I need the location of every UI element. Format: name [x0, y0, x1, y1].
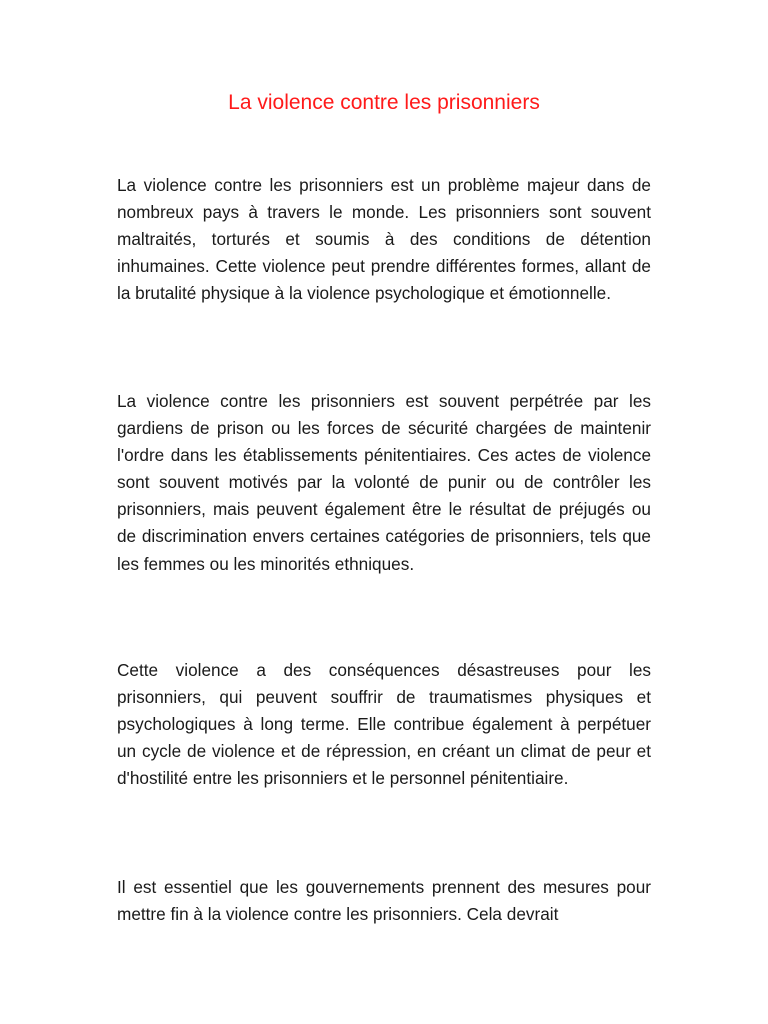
- paragraph-1: [117, 172, 651, 307]
- paragraph-text: Il est essentiel que les gouvernements prennent des mesures pour mettre fin à la violence contre les prisonniers. Cela devrait: [117, 877, 651, 925]
- paragraph-text: Cette violence a des conséquences désastreuses pour les prisonniers, qui peuvent souffrir de traumatismes physiques et psychologiques à long terme. Elle contribue également à perpétuer un cycle de violence et de répression, en créant un climat de peur et d'hostilité entre les prisonniers et le personnel pénitentiaire.: [117, 660, 651, 789]
- paragraph-2: [117, 388, 651, 578]
- paragraph-3: [117, 657, 651, 792]
- paragraph-4: [117, 874, 651, 928]
- document-title: La violence contre les prisonniers: [228, 91, 540, 114]
- paragraph-text: La violence contre les prisonniers est un problème majeur dans de nombreux pays à travers le monde. Les prisonniers sont souvent maltraités, torturés et soumis à des conditions de détention inhumaines. Cette violence peut prendre différentes formes, allant de la brutalité physique à la violence psychologique et émotionnelle.: [117, 175, 651, 304]
- paragraph-text: La violence contre les prisonniers est souvent perpétrée par les gardiens de prison ou les forces de sécurité chargées de maintenir l'ordre dans les établissements pénitentiaires. Ces actes de violence sont souvent motivés par la volonté de punir ou de contrôler les prisonniers, mais peuvent également être le résultat de préjugés ou de discrimination envers certaines catégories de prisonniers, tels que les femmes ou les minorités ethniques.: [117, 391, 651, 574]
